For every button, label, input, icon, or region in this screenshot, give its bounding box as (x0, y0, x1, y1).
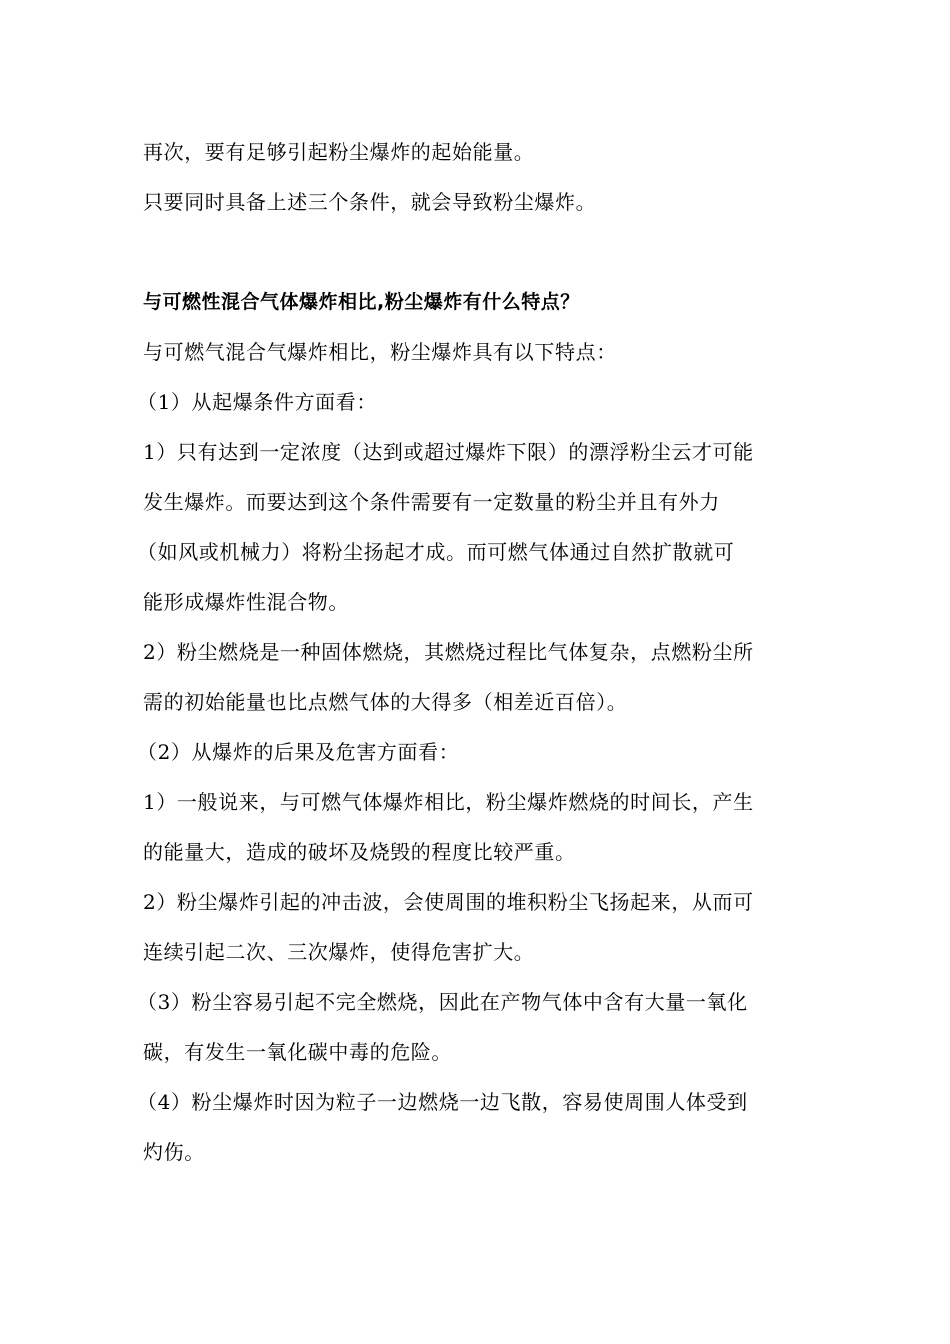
paragraph-line: 连续引起二次、三次爆炸，使得危害扩大。 (143, 940, 535, 964)
paragraph-line: （3）粉尘容易引起不完全燃烧，因此在产物气体中含有大量一氧化 (137, 990, 748, 1014)
paragraph-line: 需的初始能量也比点燃气体的大得多（相差近百倍）。 (143, 690, 628, 714)
paragraph-line: 2）粉尘爆炸引起的冲击波，会使周围的堆积粉尘飞扬起来，从而可 (143, 890, 754, 914)
paragraph-line: 与可燃气混合气爆炸相比，粉尘爆炸具有以下特点： (143, 340, 617, 364)
section-heading: 与可燃性混合气体爆炸相比,粉尘爆炸有什么特点？ (143, 291, 580, 313)
paragraph-line: 1）只有达到一定浓度（达到或超过爆炸下限）的漂浮粉尘云才可能 (143, 440, 754, 464)
paragraph-line: 发生爆炸。而要达到这个条件需要有一定数量的粉尘并且有外力 (143, 490, 720, 514)
intro-line-2: 只要同时具备上述三个条件，就会导致粉尘爆炸。 (143, 190, 597, 214)
intro-line-1: 再次，要有足够引起粉尘爆炸的起始能量。 (143, 140, 535, 164)
paragraph-line: （1）从起爆条件方面看： (137, 390, 377, 414)
paragraph-line: 2）粉尘燃烧是一种固体燃烧，其燃烧过程比气体复杂，点燃粉尘所 (143, 640, 754, 664)
paragraph-line: 的能量大，造成的破坏及烧毁的程度比较严重。 (143, 840, 576, 864)
paragraph-line: 1）一般说来，与可燃气体爆炸相比，粉尘爆炸燃烧的时间长，产生 (143, 790, 754, 814)
paragraph-line: （4）粉尘爆炸时因为粒子一边燃烧一边飞散，容易使周围人体受到 (137, 1090, 748, 1114)
paragraph-line: （2）从爆炸的后果及危害方面看： (137, 740, 460, 764)
paragraph-line: 碳，有发生一氧化碳中毒的危险。 (143, 1040, 452, 1064)
paragraph-line: 灼伤。 (143, 1140, 205, 1164)
paragraph-line: （如风或机械力）将粉尘扬起才成。而可燃气体通过自然扩散就可 (137, 540, 735, 564)
paragraph-line: 能形成爆炸性混合物。 (143, 590, 349, 614)
